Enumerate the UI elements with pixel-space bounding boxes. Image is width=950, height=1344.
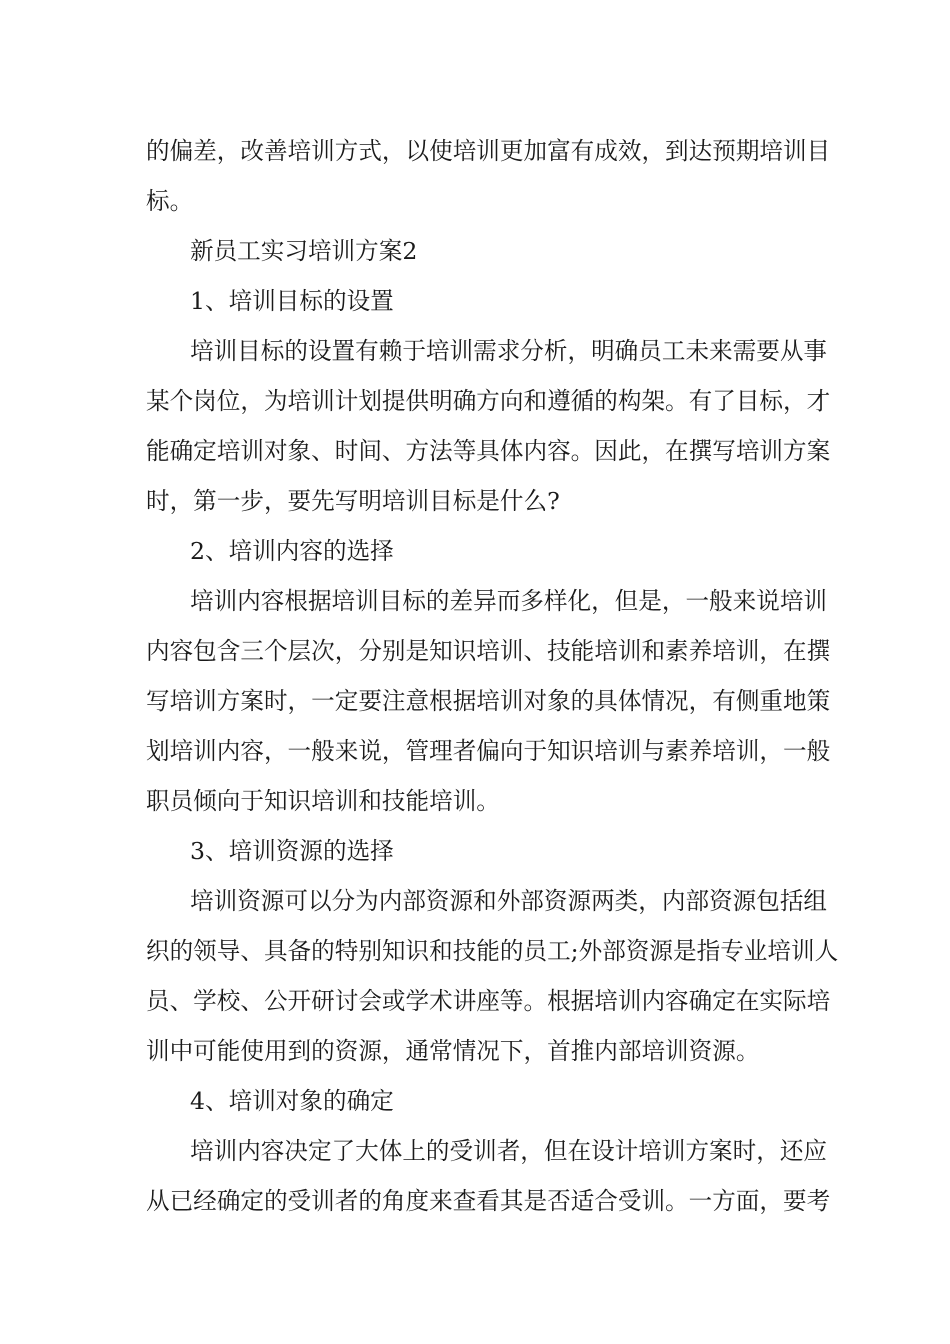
subsection-heading [0,826,950,876]
text-line-content: 织的领导、具备的特别知识和技能的员工;外部资源是指专业培训人 [146,937,839,965]
text-line [0,776,950,826]
subsection-heading-text: 1、培训目标的设置 [190,287,394,315]
text-line-content: 培训内容决定了大体上的受训者，但在设计培训方案时，还应 [190,1137,828,1165]
text-line [0,1176,950,1226]
text-line-content: 从已经确定的受训者的角度来查看其是否适合受训。一方面，要考 [146,1187,831,1215]
text-line-content: 培训内容根据培训目标的差异而多样化，但是，一般来说培训 [190,587,828,615]
text-line-content: 培训资源可以分为内部资源和外部资源两类，内部资源包括组 [190,887,828,915]
subsection-heading-text: 2、培训内容的选择 [190,537,394,565]
text-line-content: 某个岗位，为培训计划提供明确方向和遵循的构架。有了目标，才 [146,387,831,415]
text-line [0,476,950,526]
text-line [0,376,950,426]
text-line-content: 写培训方案时，一定要注意根据培训对象的具体情况，有侧重地策 [146,687,831,715]
subsection-heading [0,1076,950,1126]
text-line [0,726,950,776]
section-title-text: 新员工实习培训方案2 [190,237,418,265]
text-line [0,176,950,226]
text-line [0,576,950,626]
text-line-content: 的偏差，改善培训方式，以使培训更加富有成效，到达预期培训目 [146,137,831,165]
text-line [0,676,950,726]
section-title [0,226,950,276]
subsection-heading-text: 3、培训资源的选择 [190,837,394,865]
text-line-content: 职员倾向于知识培训和技能培训。 [146,787,500,815]
text-line [0,926,950,976]
text-line [0,126,950,176]
text-line [0,326,950,376]
text-line [0,876,950,926]
text-line [0,1126,950,1176]
text-line-content: 时，第一步，要先写明培训目标是什么? [146,487,560,515]
text-line-content: 训中可能使用到的资源，通常情况下，首推内部培训资源。 [146,1037,760,1065]
text-line-content: 能确定培训对象、时间、方法等具体内容。因此，在撰写培训方案 [146,437,831,465]
text-line [0,1026,950,1076]
text-line [0,626,950,676]
subsection-heading [0,276,950,326]
text-line [0,976,950,1026]
text-line [0,426,950,476]
text-line-content: 标。 [146,187,194,215]
text-line-content: 培训目标的设置有赖于培训需求分析，明确员工未来需要从事 [190,337,828,365]
subsection-heading [0,526,950,576]
text-line-content: 划培训内容，一般来说，管理者偏向于知识培训与素养培训，一般 [146,737,831,765]
text-line-content: 员、学校、公开研讨会或学术讲座等。根据培训内容确定在实际培 [146,987,831,1015]
subsection-heading-text: 4、培训对象的确定 [190,1087,394,1115]
text-line-content: 内容包含三个层次，分别是知识培训、技能培训和素养培训，在撰 [146,637,831,665]
